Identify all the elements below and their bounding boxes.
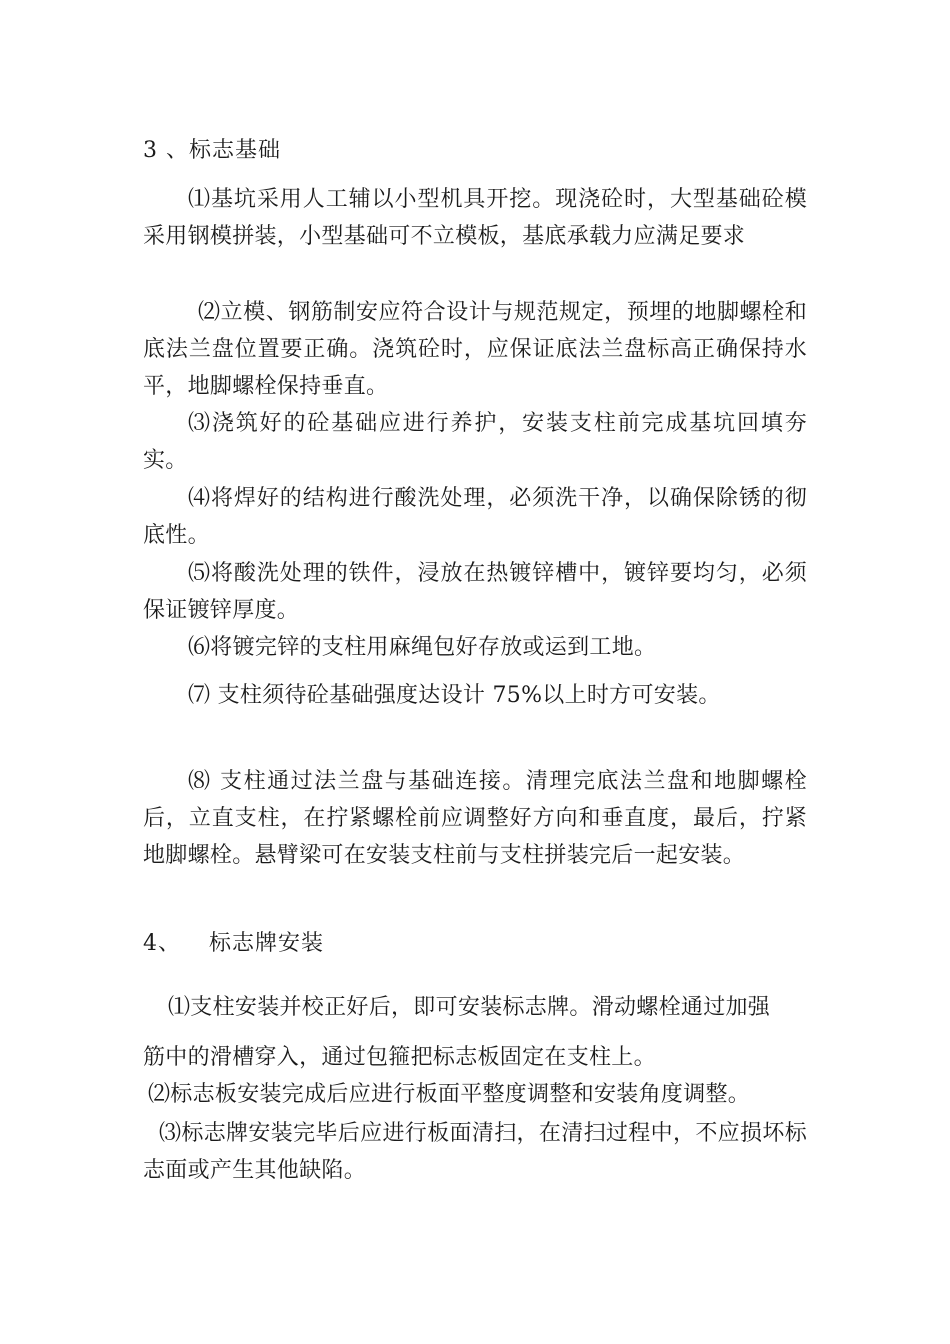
- section-4-title: 标志牌安装: [209, 931, 325, 956]
- section-3-item-5: ⑸将酸洗处理的铁件，浸放在热镀锌槽中，镀锌要均匀，必须保证镀锌厚度。: [143, 561, 807, 623]
- section-3-heading: [143, 132, 807, 169]
- section-3-item-8: ⑻ 支柱通过法兰盘与基础连接。清理完底法兰盘和地脚螺栓后，立直支柱，在拧紧螺栓前应调整好方向和垂直度，最后，拧紧地脚螺栓。悬臂梁可在安装支柱前与支柱拼装完后一起安装。: [143, 769, 807, 868]
- section-4-heading: [143, 925, 807, 962]
- section-3-item-2: ⑵立模、钢筋制安应符合设计与规范规定，预埋的地脚螺栓和底法兰盘位置要正确。浇筑砼时，应保证底法兰盘标高正确保持水平，地脚螺栓保持垂直。: [143, 300, 807, 399]
- section-3-title: 标志基础: [189, 138, 282, 163]
- section-3-item-6: ⑹将镀完锌的支柱用麻绳包好存放或运到工地。: [188, 635, 657, 660]
- section-4-number: 4、: [143, 931, 181, 956]
- section-3-item-4: ⑷将焊好的结构进行酸洗处理，必须洗干净，以确保除锈的彻底性。: [143, 486, 807, 548]
- section-4-item-1: ⑴支柱安装并校正好后，即可安装标志牌。滑动螺栓通过加强: [168, 995, 771, 1020]
- section-3-number: 3 、: [143, 138, 189, 163]
- section-4-item-1-continued: 筋中的滑槽穿入，通过包箍把标志板固定在支柱上。: [143, 1045, 656, 1070]
- section-4-item-3: ⑶标志牌安装完毕后应进行板面清扫，在清扫过程中，不应损坏标志面或产生其他缺陷。: [143, 1121, 807, 1183]
- section-3-item-3: ⑶浇筑好的砼基础应进行养护，安装支柱前完成基坑回填夯实。: [143, 411, 807, 473]
- section-3-item-7: ⑺ 支柱须待砼基础强度达设计 75%以上时方可安装。: [188, 683, 721, 708]
- section-4-item-2: ⑵标志板安装完成后应进行板面平整度调整和安装角度调整。: [148, 1082, 751, 1107]
- section-3-item-1: ⑴基坑采用人工辅以小型机具开挖。现浇砼时，大型基础砼模采用钢模拼装，小型基础可不立模板，基底承载力应满足要求: [143, 187, 807, 249]
